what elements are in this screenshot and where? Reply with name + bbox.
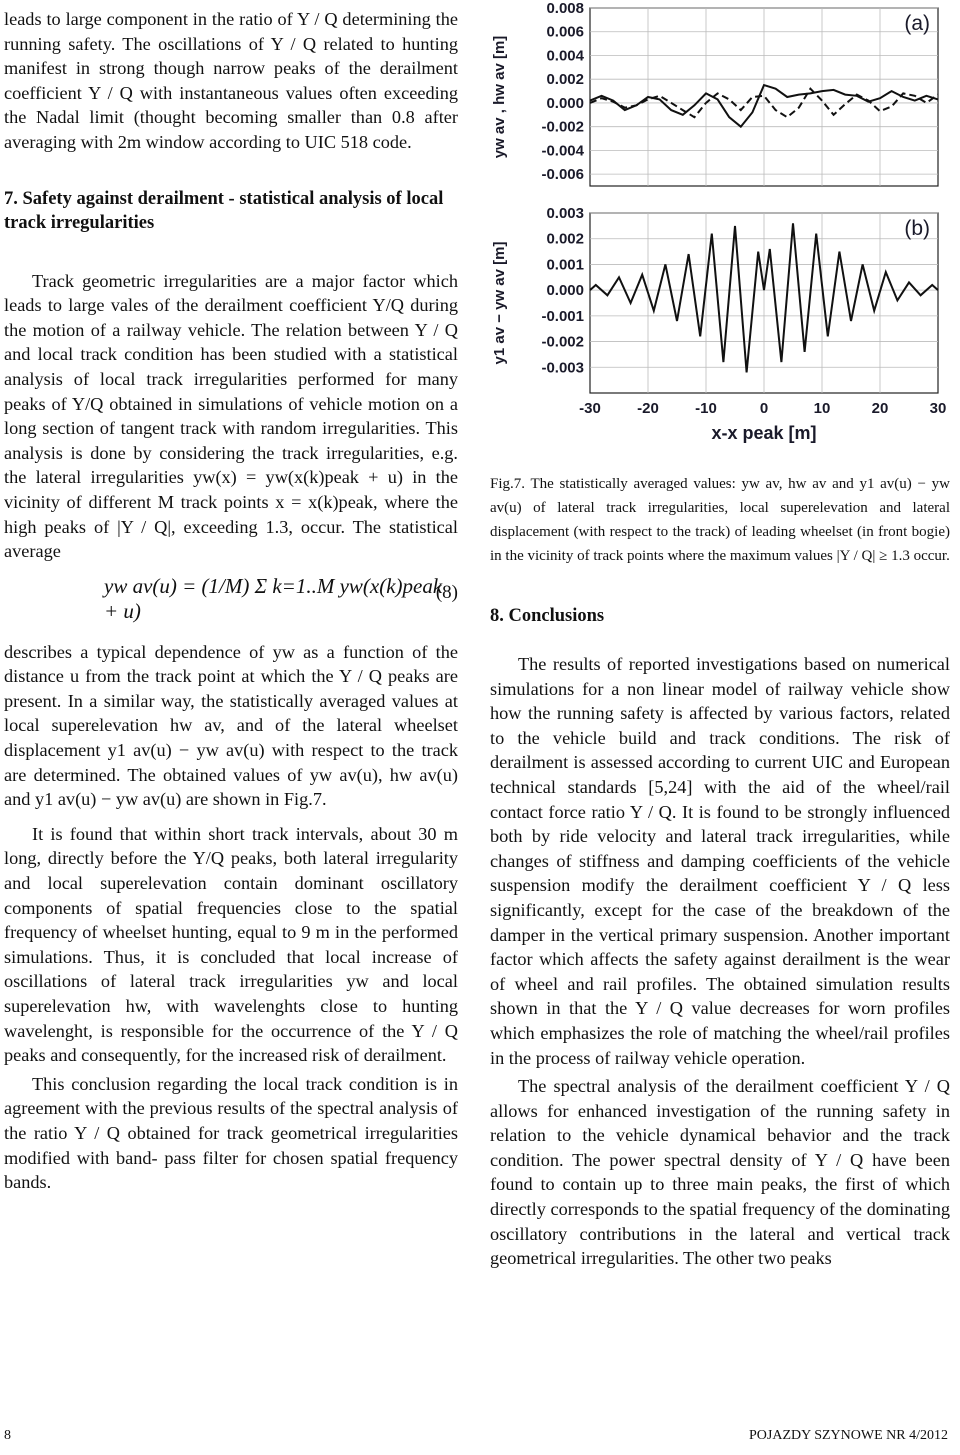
y-tick-label: -0.003 xyxy=(541,359,584,377)
left-paragraph-1: leads to large component in the ratio of Y / Q determining the running safety. The oscillations of Y / Q related to hunting manifest in strong though narrow peaks of the derailment coefficient Y / Q with instantaneous values often exceeding the Nadal limit (thought becoming smaller than 0.8 after averaging with 2m window according to UIC 518 code. xyxy=(4,9,458,152)
section-8-title: 8. Conclusions xyxy=(490,606,605,626)
chart-panel-b xyxy=(490,205,950,465)
x-tick-label: 10 xyxy=(813,400,831,417)
y-tick-label: -0.006 xyxy=(541,166,584,184)
y-axis-label: y1 av − yw av [m] xyxy=(491,241,508,365)
y-tick-label: -0.004 xyxy=(541,142,584,160)
left-paragraph-3: describes a typical dependence of yw as a function of the distance u from the track point at which the Y / Q peaks are present. In a similar way, the statistically averaged values at local superelevation hw av, and of the lateral wheelset displacement y1 av(u) − yw av(u) with respect to the track are determined. The obtained values of yw av(u), hw av(u) and y1 av(u) − yw av(u) are shown in Fig.7. xyxy=(4,641,458,810)
left-paragraph-2: Track geometric irregularities are a major factor which leads to large vales of the derailment coefficient Y/Q during the motion of a railway vehicle. The relation between Y / Q and local track condition has been studied with a statistical analysis of local track irregularities performed for many peaks of Y/Q obtained in simulations of vehicle motion on a long section of tangent track with random irregularities. This analysis is done by considering the track irregularities, e.g. the lateral irregularities yw(x) = yw(x(k)peak + u) in the vicinity of different M track points x = x(k)peak, where the high peaks of |Y / Q|, exceeding 1.3, occur. The statistical average xyxy=(4,270,458,562)
equation-8-number: (8) xyxy=(435,581,458,603)
y-tick-label: 0.000 xyxy=(546,94,584,112)
y-tick-label: -0.002 xyxy=(541,333,584,351)
right-paragraph-1: The results of reported investigations based on numerical simulations for a non linear model of railway vehicle show how the running safety is affected by various factors, related to the vehicle build and track conditions. The risk of derailment is assessed according to current UIC and European technical standards [5,24] with the aid of the wheel/rail contact force ratio Y / Q. It is found to be strongly influenced both by ride velocity and lateral track irregularities, while changes of stiffness and damping coefficients of the vehicle suspension modify the derailment coefficient Y / Q less significantly, except for the case of the breakdown of the damper in the vertical primary suspension. Another important factor which affects the safety against derailment is the wear of wheel and rail profiles. The obtained simulation results shown in that the Y / Q value decreases for worn profiles which emphasizes the role of matching the wheel/rail profiles in the process of railway vehicle operation. xyxy=(490,654,950,1068)
right-paragraph-2: The spectral analysis of the derailment coefficient Y / Q allows for enhanced investigation of the running safety in relation to the vehicle dynamical behavior and the track condition. The power spectral density of Y / Q have been found to contain up to three main peaks, the first of which directly corresponds to the spatial frequency of the dominating oscillatory contributions in the lateral and vertical track geometrical irregularities. The other two peaks xyxy=(490,1076,950,1269)
y-tick-label: 0.008 xyxy=(546,0,584,17)
panel-label: (a) xyxy=(904,12,930,35)
chart-panel-a xyxy=(490,0,950,200)
x-tick-label: -20 xyxy=(637,400,659,417)
left-column xyxy=(4,0,458,1195)
equation-8-formula: yw av(u) = (1/M) Σ k=1..M yw(x(k)peak + u) xyxy=(104,573,443,623)
y-tick-label: 0.001 xyxy=(546,256,584,274)
y-axis-label: yw av , hw av [m] xyxy=(491,35,508,159)
y-tick-label: 0.002 xyxy=(546,230,584,248)
page-number: 8 xyxy=(4,1428,11,1443)
y-tick-label: -0.002 xyxy=(541,118,584,136)
left-paragraph-4: It is found that within short track intervals, about 30 m long, directly before the Y/Q peaks, both lateral irregularity and local superelevation contain dominant oscillatory components of spatial frequencies close to the spatial frequency of wheelset hunting, equal to 9 m in the performed simulations. Thus, it is concluded that local increase of oscillations of lateral track irregularities yw and local superelevation hw, with wavelenghts close to hunting wavelenght, is responsible for the occurrence of the Y / Q peaks and consequently, for the increased risk of derailment. xyxy=(4,823,458,1066)
x-tick-label: 0 xyxy=(759,400,769,417)
x-tick-label: 20 xyxy=(871,400,889,417)
panel-label: (b) xyxy=(904,217,930,240)
x-tick-label: -30 xyxy=(579,400,601,417)
left-paragraph-5: This conclusion regarding the local track condition is in agreement with the previous results of the spectral analysis of the ratio Y / Q obtained for track geometrical irregularities modified with band- pass filter for chosen spatial frequency bands. xyxy=(4,1073,458,1193)
y-tick-label: 0.002 xyxy=(546,71,584,89)
y-tick-label: 0.000 xyxy=(546,282,584,300)
x-tick-label: -10 xyxy=(695,400,717,417)
journal-footer: POJAZDY SZYNOWE NR 4/2012 xyxy=(749,1428,948,1443)
figure-7-caption: Fig.7. The statistically averaged values: yw av, hw av and y1 av(u) − yw av(u) of lateral track irregularities, local superelevation and lateral displacement (with respect to the track) of leading wheelset (in front bogie) in the vicinity of track points where the maximum values |Y / Q| ≥ 1.3 occur. xyxy=(490,476,950,564)
y-tick-label: 0.006 xyxy=(546,23,584,41)
right-column xyxy=(490,472,950,1271)
y-tick-label: 0.003 xyxy=(546,205,584,222)
y-tick-label: -0.001 xyxy=(541,307,584,325)
equation-8 xyxy=(4,568,458,630)
section-7-title: 7. Safety against derailment - statistical analysis of local track irregularities xyxy=(4,188,444,233)
x-tick-label: 30 xyxy=(929,400,947,417)
x-axis-label: x-x peak [m] xyxy=(711,423,817,443)
y-tick-label: 0.004 xyxy=(546,47,584,65)
